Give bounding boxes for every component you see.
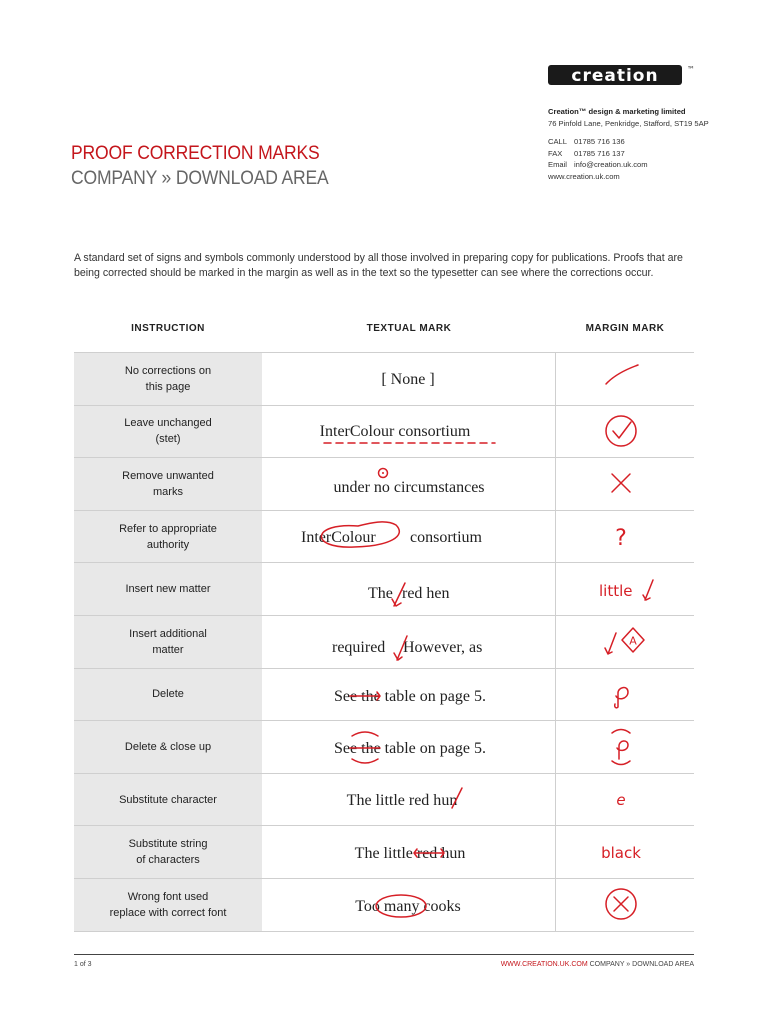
footer-links: [501, 961, 694, 968]
margin-mark-cell: [556, 406, 694, 458]
email-label: Email: [548, 160, 567, 169]
table-row: [74, 615, 694, 668]
logo-trademark: ™: [687, 65, 695, 74]
margin-mark-cell: [556, 458, 694, 510]
table-row: [74, 405, 694, 458]
instruction-cell: Substitute character: [74, 774, 262, 826]
textual-text: See the table on page 5.: [334, 740, 486, 758]
textual-mark-cell: [262, 721, 556, 773]
margin-mark-cell: [556, 563, 694, 615]
textual-mark-cell: [262, 879, 556, 931]
textual-mark-cell: [262, 774, 556, 826]
margin-mark-cell: [556, 879, 694, 931]
textual-mark-cell: [262, 563, 556, 615]
delete-icon: [556, 669, 694, 720]
footer-url-link[interactable]: WWW.CREATION.UK.COM: [500, 961, 588, 968]
company-name: Creation™ design & marketing limited: [548, 107, 686, 116]
substitute-char-icon: [556, 774, 694, 825]
logo-text: creation: [571, 66, 659, 86]
page-number: 1 of 3: [74, 961, 92, 968]
margin-diamond-letter: A: [629, 634, 637, 648]
textual-text: InterColour consortium: [319, 422, 471, 440]
substitute-string-icon: [556, 826, 694, 877]
textual-mark-cell: [262, 826, 556, 878]
website-link[interactable]: www.creation.uk.com: [548, 171, 620, 181]
title-line-1: PROOF CORRECTION MARKS: [71, 142, 320, 164]
proof-marks-table: [74, 352, 694, 932]
table-row: [74, 510, 694, 563]
instruction-cell: Delete & close up: [74, 721, 262, 773]
instruction-cell: Wrong font used replace with correct font: [74, 879, 262, 931]
textual-text: The little red hun: [354, 845, 466, 863]
table-row: [74, 773, 694, 826]
intro-paragraph: A standard set of signs and symbols commonly understood by all those involved in preparing copy for publications. Proofs that are being corrected should be marked in the margin as well as in the text so the typesetter can see where the corrections occur.: [74, 252, 683, 279]
table-row: [74, 878, 694, 932]
textual-mark-cell: [262, 353, 556, 405]
textual-mark-cell: [262, 511, 556, 563]
fax-number: 01785 716 137: [574, 148, 625, 158]
textual-text: See the table on page 5.: [334, 687, 486, 705]
diagonal-stroke-icon: [556, 353, 694, 404]
textual-text: Too many cooks: [355, 897, 461, 915]
company-details: [548, 106, 709, 182]
table-row: [74, 668, 694, 721]
company-address: 76 Pinfold Lane, Penkridge, Stafford, ST19 5AP: [548, 118, 709, 128]
margin-substitute-string: black: [601, 844, 641, 863]
textual-text: [ None ]: [381, 371, 435, 388]
caret-stroke-icon: [556, 563, 694, 614]
textual-text-after: However, as: [403, 638, 483, 656]
instruction-cell: Leave unchanged (stet): [74, 406, 262, 458]
creation-logo: [548, 62, 696, 88]
margin-mark-cell: [556, 669, 694, 721]
call-label: CALL: [548, 137, 567, 146]
instruction-cell: Refer to appropriate authority: [74, 511, 262, 563]
textual-text: The: [368, 585, 393, 603]
textual-mark-cell: [262, 669, 556, 721]
instruction-cell: Remove unwanted marks: [74, 458, 262, 510]
cross-icon: [556, 458, 694, 509]
table-row: [74, 720, 694, 773]
textual-text: The little red hun: [346, 791, 458, 809]
instruction-cell: Substitute string of characters: [74, 826, 262, 878]
footer-divider: [74, 954, 694, 955]
textual-mark-cell: [262, 458, 556, 510]
textual-text: under no circumstances: [333, 479, 485, 497]
fax-label: FAX: [548, 148, 563, 158]
close-up-arc-top: [352, 732, 378, 736]
instruction-cell: Insert new matter: [74, 563, 262, 615]
header-textual-mark: TEXTUAL MARK: [366, 323, 452, 334]
table-row: [74, 825, 694, 878]
textual-text-after: consortium: [410, 528, 482, 546]
header-instruction: INSTRUCTION: [131, 323, 205, 334]
margin-substitute-char: e: [616, 790, 626, 809]
textual-text: required: [332, 638, 386, 656]
table-row: [74, 352, 694, 405]
textual-mark-cell: [262, 406, 556, 458]
delete-close-up-icon: [556, 721, 694, 772]
header-margin-mark: MARGIN MARK: [585, 323, 665, 334]
close-up-arc-bottom: [352, 759, 378, 763]
margin-insert-text: little: [599, 582, 633, 601]
title-line-2: COMPANY » DOWNLOAD AREA: [71, 167, 329, 189]
footer-section: COMPANY » DOWNLOAD AREA: [587, 961, 694, 968]
textual-mark-cell: [262, 616, 556, 668]
email-link[interactable]: info@creation.uk.com: [574, 160, 648, 169]
margin-mark-cell: [556, 616, 694, 668]
instruction-cell: No corrections on this page: [74, 353, 262, 405]
circled-cross-icon: [556, 879, 694, 930]
margin-mark-cell: [556, 511, 694, 563]
margin-mark-cell: [556, 774, 694, 826]
circled-tick-icon: [556, 406, 694, 457]
margin-mark-cell: [556, 721, 694, 773]
call-number: 01785 716 136: [574, 137, 625, 146]
page-title: [71, 141, 329, 191]
table-row: [74, 457, 694, 510]
diamond-a-icon: [556, 616, 694, 667]
textual-text: InterColour: [301, 528, 376, 546]
margin-mark-cell: [556, 353, 694, 405]
question-mark-icon: [556, 511, 694, 562]
margin-mark-cell: [556, 826, 694, 878]
textual-text-after: red hen: [402, 585, 450, 603]
instruction-cell: Insert additional matter: [74, 616, 262, 668]
instruction-cell: Delete: [74, 669, 262, 721]
table-row: [74, 562, 694, 615]
svg-text:?: ?: [615, 525, 627, 551]
